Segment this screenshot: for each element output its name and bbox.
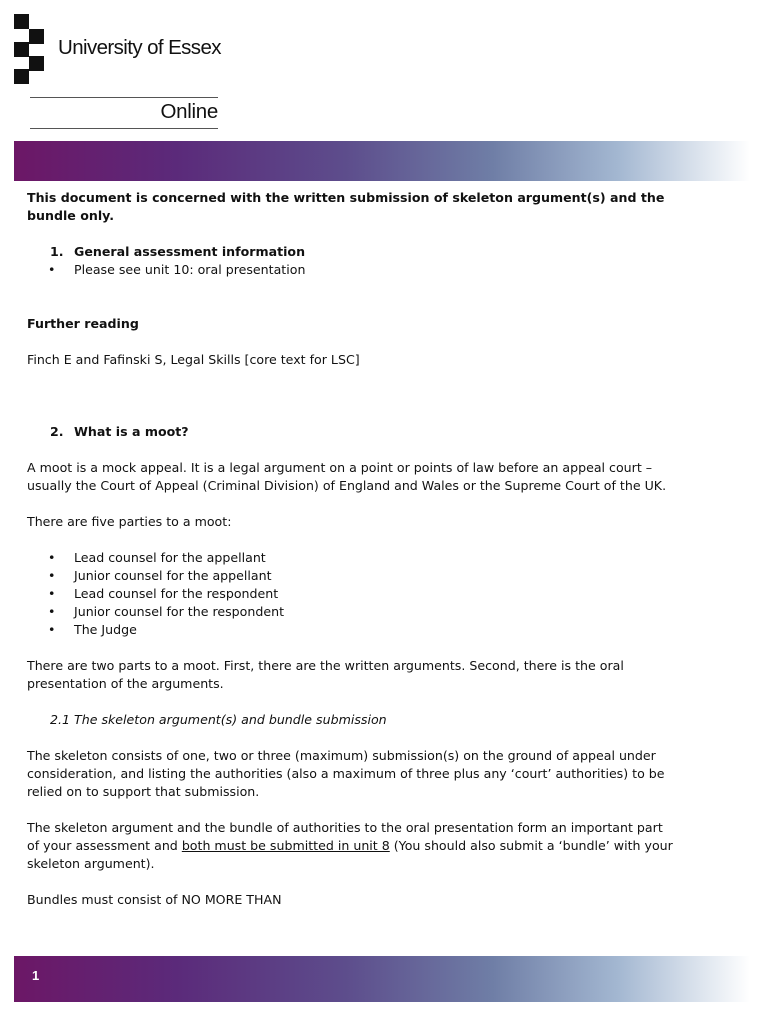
online-label: Online <box>160 100 218 123</box>
list-item <box>27 261 677 279</box>
footer-gradient-band <box>14 956 750 1002</box>
bullet-icon: • <box>48 586 56 601</box>
section-2-1-heading: 2.1 The skeleton argument(s) and bundle submission <box>50 712 387 727</box>
further-reading-text: Finch E and Fafinski S, Legal Skills [core text for LSC] <box>27 352 360 367</box>
section-2-heading <box>27 423 677 441</box>
university-name: University of Essex <box>58 36 221 59</box>
document-body <box>27 189 677 909</box>
moot-definition-paragraph: A moot is a mock appeal. It is a legal argument on a point or points of law before an appeal court – usually the Court of Appeal (Criminal Division) of England and Wales or the Supreme Court of the UK. <box>27 460 667 493</box>
parties-intro: There are five parties to a moot: <box>27 514 232 529</box>
submission-deadline-underlined: both must be submitted in unit 8 <box>181 838 390 853</box>
header-rule-top <box>30 97 218 98</box>
submission-text-end: (You should also submit a ‘bundle’ with your skeleton argument). <box>27 838 673 871</box>
page-number: 1 <box>32 968 40 983</box>
submission-paragraph <box>27 819 677 873</box>
party-item: Junior counsel for the respondent <box>74 604 285 619</box>
bullet-icon: • <box>48 262 56 277</box>
bullet-icon: • <box>48 568 56 583</box>
party-item: Lead counsel for the respondent <box>74 586 279 601</box>
list-item <box>27 585 677 603</box>
two-parts-paragraph: There are two parts to a moot. First, there are the written arguments. Second, there is the oral presentation of the arguments. <box>27 658 624 691</box>
submission-text-start: The skeleton argument and the bundle of authorities to the oral presentation form an important part of your assessment and <box>27 820 663 853</box>
skeleton-paragraph: The skeleton consists of one, two or three (maximum) submission(s) on the ground of appeal under consideration, and listing the authorities (also a maximum of three plus any ‘court’ authorities) to be relied on to support that submission. <box>27 748 665 799</box>
list-item <box>27 621 677 639</box>
bullet-icon: • <box>48 604 56 619</box>
section-2-title: What is a moot? <box>74 424 189 439</box>
section-1-bullet: Please see unit 10: oral presentation <box>74 262 306 277</box>
section-2-number: 2. <box>50 424 64 439</box>
list-item <box>27 549 677 567</box>
header-rule-bottom <box>30 128 218 129</box>
section-1-number: 1. <box>50 244 64 259</box>
bundles-paragraph: Bundles must consist of NO MORE THAN <box>27 892 282 907</box>
party-item: Lead counsel for the appellant <box>74 550 266 565</box>
header-gradient-band <box>14 141 750 181</box>
bullet-icon: • <box>48 622 56 637</box>
bullet-icon: • <box>48 550 56 565</box>
university-logo-icon <box>14 14 46 86</box>
list-item <box>27 603 677 621</box>
list-item <box>27 567 677 585</box>
section-1-heading <box>27 243 677 261</box>
section-1-title: General assessment information <box>74 244 306 259</box>
party-item: The Judge <box>74 622 137 637</box>
further-reading-heading: Further reading <box>27 316 139 331</box>
party-item: Junior counsel for the appellant <box>74 568 272 583</box>
intro-paragraph: This document is concerned with the written submission of skeleton argument(s) and the bundle only. <box>27 190 665 223</box>
